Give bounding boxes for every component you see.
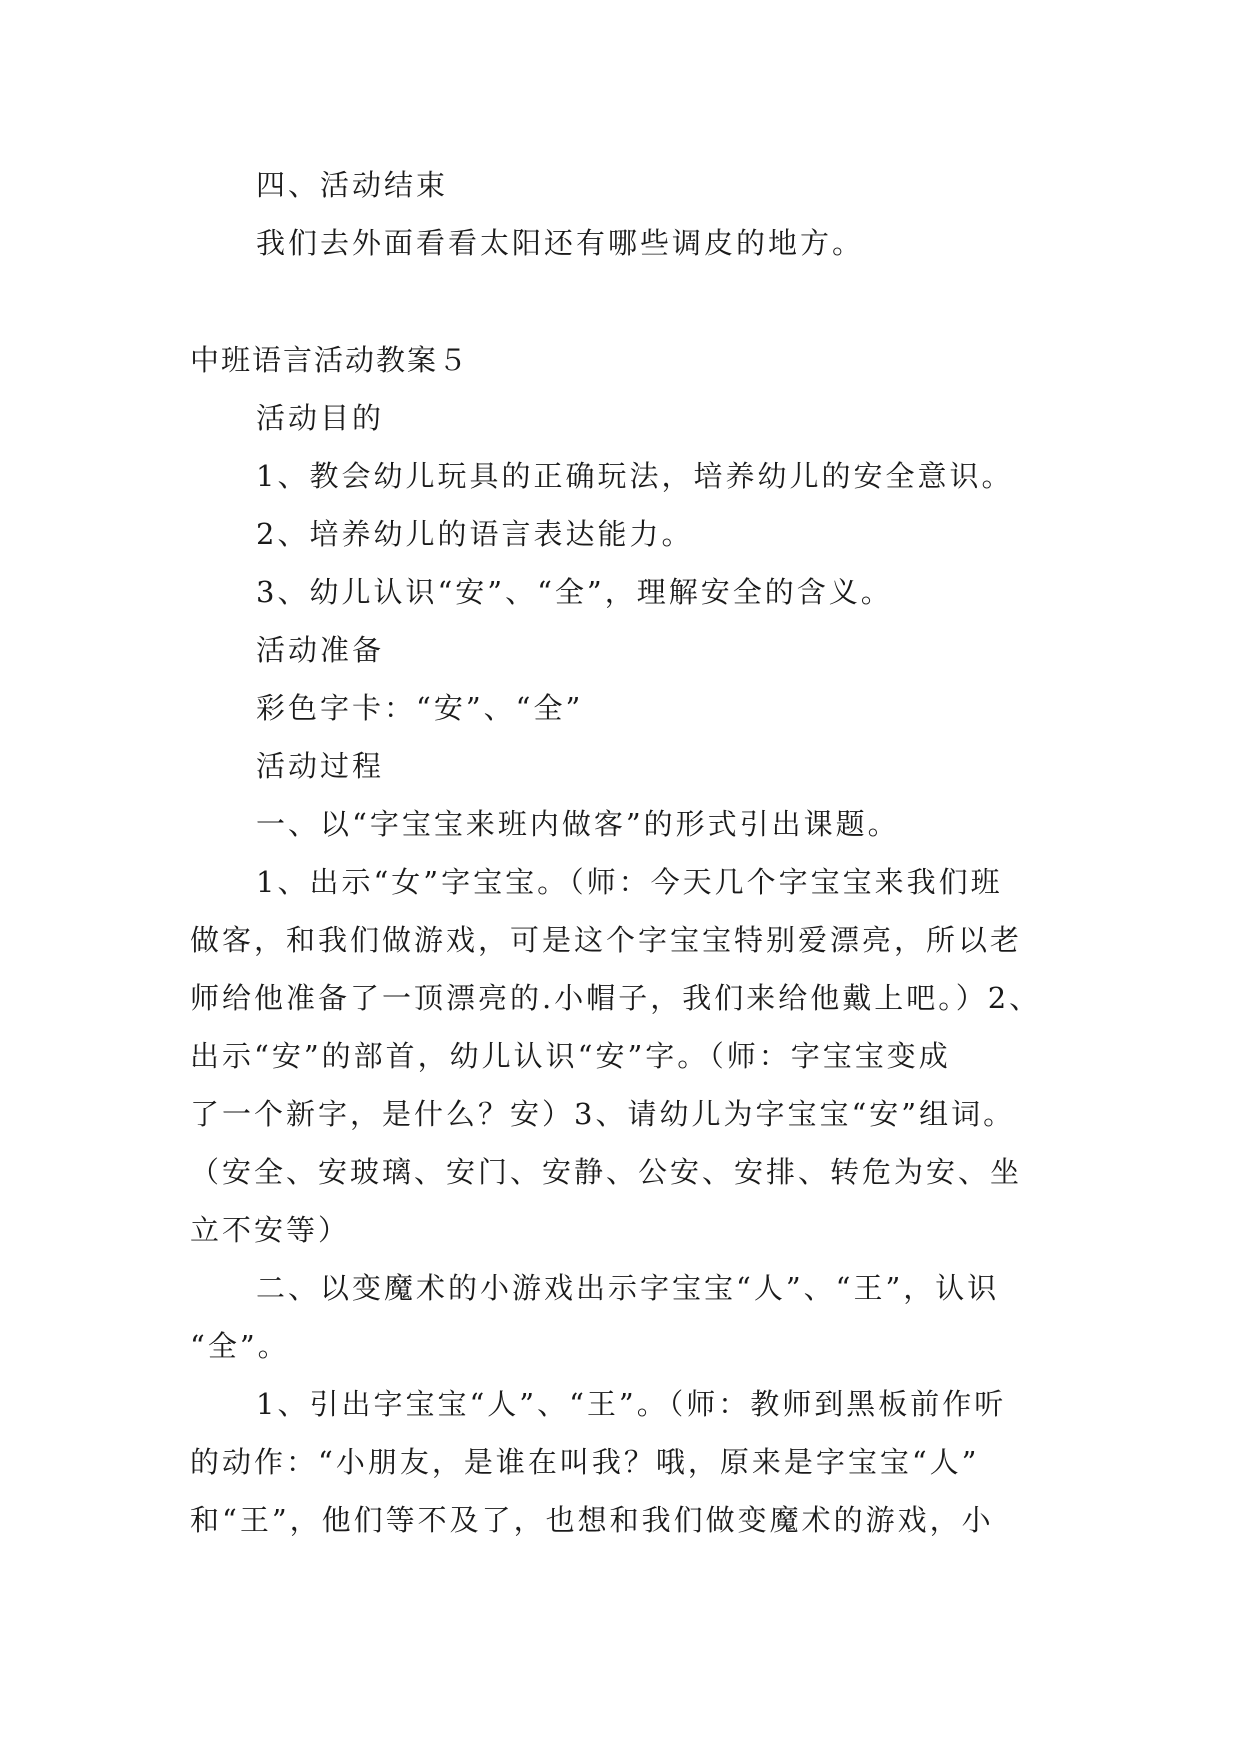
paragraph-line: 的动作：“小朋友，是谁在叫我？哦，原来是字宝宝“人” <box>190 1445 980 1479</box>
paragraph-line: 了一个新字，是什么？安）3、请幼儿为字宝宝“安”组词。 <box>190 1097 1016 1131</box>
subheading-activity-preparation: 活动准备 <box>256 633 385 667</box>
process-step-two: 二、以变魔术的小游戏出示字宝宝“人”、“王”，认识 <box>256 1271 1000 1305</box>
paragraph-line: （安全、安玻璃、安门、安静、公安、安排、转危为安、坐 <box>190 1155 1023 1189</box>
paragraph-line: 和“王”，他们等不及了，也想和我们做变魔术的游戏，小 <box>190 1503 994 1537</box>
goal-item-1: 1、教会幼儿玩具的正确玩法，培养幼儿的安全意识。 <box>256 459 1014 493</box>
process-step-one: 一、以“字宝宝来班内做客”的形式引出课题。 <box>256 807 900 841</box>
preparation-item: 彩色字卡：“安”、“全” <box>256 691 584 725</box>
paragraph-line: 出示“安”的部首，幼儿认识“安”字。（师：字宝宝变成 <box>190 1039 951 1073</box>
lesson-title: 中班语言活动教案５ <box>190 343 470 377</box>
paragraph-line: 做客，和我们做游戏，可是这个字宝宝特别爱漂亮，所以老 <box>190 923 1023 957</box>
paragraph-line: 师给他准备了一顶漂亮的.小帽子，我们来给他戴上吧。）2、 <box>190 981 1042 1015</box>
goal-item-2: 2、培养幼儿的语言表达能力。 <box>256 517 694 551</box>
paragraph-line: 立不安等） <box>190 1213 351 1247</box>
paragraph-line: 1、引出字宝宝“人”、“王”。（师：教师到黑板前作听 <box>256 1387 1007 1421</box>
paragraph-line: 1、出示“女”字宝宝。（师：今天几个字宝宝来我们班 <box>256 865 1003 899</box>
goal-item-3: 3、幼儿认识“安”、“全”，理解安全的含义。 <box>256 575 893 609</box>
paragraph-line: “全”。 <box>190 1329 290 1363</box>
section-four-heading: 四、活动结束 <box>256 168 449 202</box>
subheading-activity-process: 活动过程 <box>256 749 385 783</box>
subheading-activity-goals: 活动目的 <box>256 401 385 435</box>
paragraph-line: 我们去外面看看太阳还有哪些调皮的地方。 <box>256 226 865 260</box>
